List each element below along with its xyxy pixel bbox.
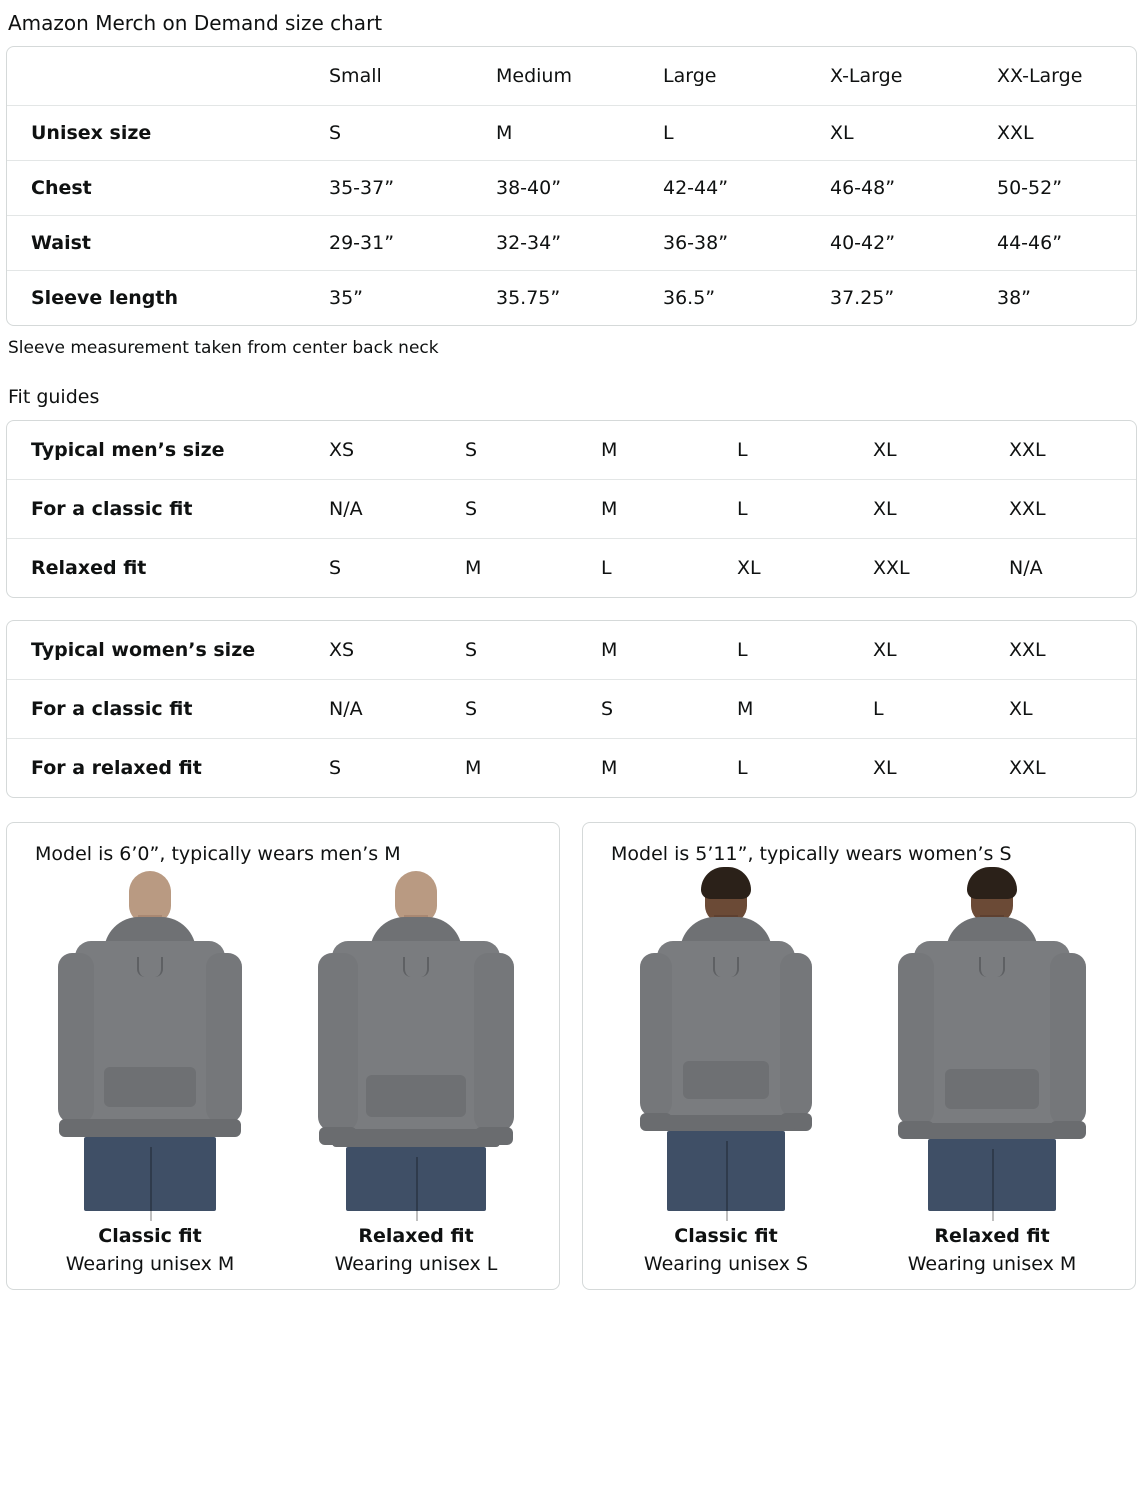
mens-classic-wearing-label: Wearing unisex M (65, 1253, 235, 1275)
womens-model-caption: Model is 5’11”, typically wears women’s S (611, 843, 1012, 865)
womens-classic-fit-label: Classic fit (674, 1225, 778, 1247)
cell-chest-small: 35-37” (329, 161, 496, 216)
womens-relaxed-fit-label: Relaxed fit (934, 1225, 1050, 1247)
cell-unisex-xlarge: XL (830, 106, 997, 161)
mens-classic-fit-label: Classic fit (98, 1225, 202, 1247)
cell-womens-typical-2: S (465, 639, 478, 661)
model-jeans (928, 1139, 1056, 1211)
row-label-womens-relaxed-fit: For a relaxed fit (7, 739, 329, 798)
hoodie-left-sleeve (898, 953, 934, 1125)
womens-model-card (582, 822, 1136, 1290)
cell-womens-classic-6: XL (1009, 680, 1137, 739)
table-row (7, 739, 1137, 798)
column-header-medium: Medium (496, 65, 572, 87)
row-label-typical-mens-size: Typical men’s size (31, 439, 225, 461)
table-header-row (7, 47, 1137, 106)
womens-classic-figure (593, 871, 859, 1275)
womens-classic-photo (626, 871, 826, 1211)
model-hair (701, 867, 751, 899)
cell-womens-relaxed-1: S (329, 739, 465, 798)
table-row (7, 161, 1137, 216)
cell-unisex-medium: M (496, 106, 663, 161)
cell-chest-large: 42-44” (663, 161, 830, 216)
cell-mens-typical-2: S (465, 439, 478, 461)
hoodie-pocket (683, 1061, 769, 1099)
cell-womens-typical-3: M (601, 639, 618, 661)
fit-guides-heading: Fit guides (8, 386, 100, 408)
womens-figures (593, 871, 1125, 1275)
cell-womens-typical-1: XS (329, 639, 355, 661)
row-label-womens-classic-fit: For a classic fit (7, 680, 329, 739)
cell-mens-relaxed-5: XXL (873, 539, 1009, 598)
column-header-large: Large (663, 65, 717, 87)
cell-womens-classic-3: S (601, 680, 737, 739)
column-header-blank (7, 47, 329, 106)
cell-mens-classic-5: XL (873, 480, 1009, 539)
cell-waist-xxlarge: 44-46” (997, 216, 1137, 271)
cell-mens-relaxed-1: S (329, 539, 465, 598)
cell-womens-relaxed-6: XXL (1009, 739, 1137, 798)
hoodie-right-sleeve (206, 953, 242, 1123)
cell-womens-relaxed-4: L (737, 739, 873, 798)
row-label-unisex-size: Unisex size (7, 106, 329, 161)
mens-model-caption: Model is 6’0”, typically wears men’s M (35, 843, 401, 865)
cell-sleeve-small: 35” (329, 271, 496, 326)
hoodie-left-sleeve (318, 953, 358, 1131)
row-label-waist: Waist (7, 216, 329, 271)
cell-mens-relaxed-3: L (601, 539, 737, 598)
cell-mens-typical-3: M (601, 439, 618, 461)
table-row (7, 216, 1137, 271)
hoodie-right-sleeve (474, 953, 514, 1131)
cell-mens-classic-2: S (465, 480, 601, 539)
model-hair (967, 867, 1017, 899)
hoodie-drawstrings (137, 957, 163, 977)
mens-relaxed-photo (316, 871, 516, 1211)
cell-mens-classic-3: M (601, 480, 737, 539)
table-row (7, 271, 1137, 326)
cell-chest-xxlarge: 50-52” (997, 161, 1137, 216)
womens-fit-table (7, 621, 1137, 797)
model-jeans (346, 1147, 486, 1211)
cell-mens-relaxed-6: N/A (1009, 539, 1137, 598)
table-row (7, 621, 1137, 680)
row-label-mens-classic-fit: For a classic fit (7, 480, 329, 539)
cell-womens-relaxed-3: M (601, 739, 737, 798)
measurement-table (7, 47, 1137, 325)
hoodie-pocket (104, 1067, 196, 1107)
womens-relaxed-figure (859, 871, 1125, 1275)
womens-fit-table-card (6, 620, 1137, 798)
cell-waist-medium: 32-34” (496, 216, 663, 271)
cell-womens-relaxed-5: XL (873, 739, 1009, 798)
measurement-table-card (6, 46, 1137, 326)
cell-womens-relaxed-2: M (465, 739, 601, 798)
mens-relaxed-fit-label: Relaxed fit (358, 1225, 474, 1247)
cell-unisex-small: S (329, 106, 496, 161)
cell-chest-medium: 38-40” (496, 161, 663, 216)
column-header-xxlarge: XX-Large (997, 65, 1083, 87)
column-header-xlarge: X-Large (830, 65, 903, 87)
cell-sleeve-xlarge: 37.25” (830, 271, 997, 326)
cell-womens-typical-6: XXL (1009, 639, 1046, 661)
womens-classic-wearing-label: Wearing unisex S (643, 1253, 809, 1275)
cell-mens-classic-6: XXL (1009, 480, 1137, 539)
cell-womens-classic-5: L (873, 680, 1009, 739)
hoodie-left-sleeve (58, 953, 94, 1123)
table-row (7, 680, 1137, 739)
hoodie-drawstrings (713, 957, 739, 977)
cell-sleeve-medium: 35.75” (496, 271, 663, 326)
mens-model-card (6, 822, 560, 1290)
cell-mens-typical-1: XS (329, 439, 355, 461)
mens-relaxed-figure (283, 871, 549, 1275)
mens-classic-photo (50, 871, 250, 1211)
cell-chest-xlarge: 46-48” (830, 161, 997, 216)
cell-unisex-xxlarge: XXL (997, 106, 1137, 161)
row-label-typical-womens-size: Typical women’s size (31, 639, 256, 661)
table-row (7, 539, 1137, 598)
mens-relaxed-wearing-label: Wearing unisex L (334, 1253, 498, 1275)
hoodie-hem (914, 1123, 1070, 1139)
hoodie-drawstrings (403, 957, 429, 977)
hoodie-hem (75, 1119, 225, 1137)
cell-unisex-large: L (663, 106, 830, 161)
womens-relaxed-wearing-label: Wearing unisex M (907, 1253, 1077, 1275)
hoodie-drawstrings (979, 957, 1005, 977)
hoodie-hem (657, 1115, 795, 1131)
table-spacer (6, 598, 1137, 620)
hoodie-left-sleeve (640, 953, 672, 1117)
model-cards (6, 822, 1137, 1290)
cell-mens-classic-4: L (737, 480, 873, 539)
cell-waist-xlarge: 40-42” (830, 216, 997, 271)
row-label-mens-relaxed-fit: Relaxed fit (7, 539, 329, 598)
table-row (7, 421, 1137, 480)
cell-mens-typical-5: XL (873, 439, 897, 461)
row-label-sleeve-length: Sleeve length (7, 271, 329, 326)
table-row (7, 106, 1137, 161)
hoodie-hem (332, 1129, 500, 1147)
sleeve-measurement-note: Sleeve measurement taken from center back neck (8, 338, 439, 358)
cell-waist-large: 36-38” (663, 216, 830, 271)
cell-mens-typical-6: XXL (1009, 439, 1046, 461)
mens-figures (17, 871, 549, 1275)
cell-womens-classic-4: M (737, 680, 873, 739)
cell-sleeve-xxlarge: 38” (997, 271, 1137, 326)
cell-sleeve-large: 36.5” (663, 271, 830, 326)
mens-fit-table (7, 421, 1137, 597)
cell-mens-classic-1: N/A (329, 480, 465, 539)
hoodie-pocket (366, 1075, 466, 1117)
cell-mens-relaxed-4: XL (737, 539, 873, 598)
womens-relaxed-photo (892, 871, 1092, 1211)
cell-womens-typical-4: L (737, 639, 748, 661)
hoodie-right-sleeve (1050, 953, 1086, 1125)
cell-mens-relaxed-2: M (465, 539, 601, 598)
cell-womens-classic-2: S (465, 680, 601, 739)
cell-mens-typical-4: L (737, 439, 748, 461)
page-title: Amazon Merch on Demand size chart (8, 11, 383, 35)
cell-waist-small: 29-31” (329, 216, 496, 271)
row-label-chest: Chest (7, 161, 329, 216)
mens-classic-figure (17, 871, 283, 1275)
hoodie-right-sleeve (780, 953, 812, 1117)
mens-fit-table-card (6, 420, 1137, 598)
cell-womens-typical-5: XL (873, 639, 897, 661)
table-row (7, 480, 1137, 539)
model-jeans (84, 1137, 216, 1211)
cell-womens-classic-1: N/A (329, 680, 465, 739)
model-jeans (667, 1131, 785, 1211)
column-header-small: Small (329, 65, 382, 87)
hoodie-pocket (945, 1069, 1039, 1109)
